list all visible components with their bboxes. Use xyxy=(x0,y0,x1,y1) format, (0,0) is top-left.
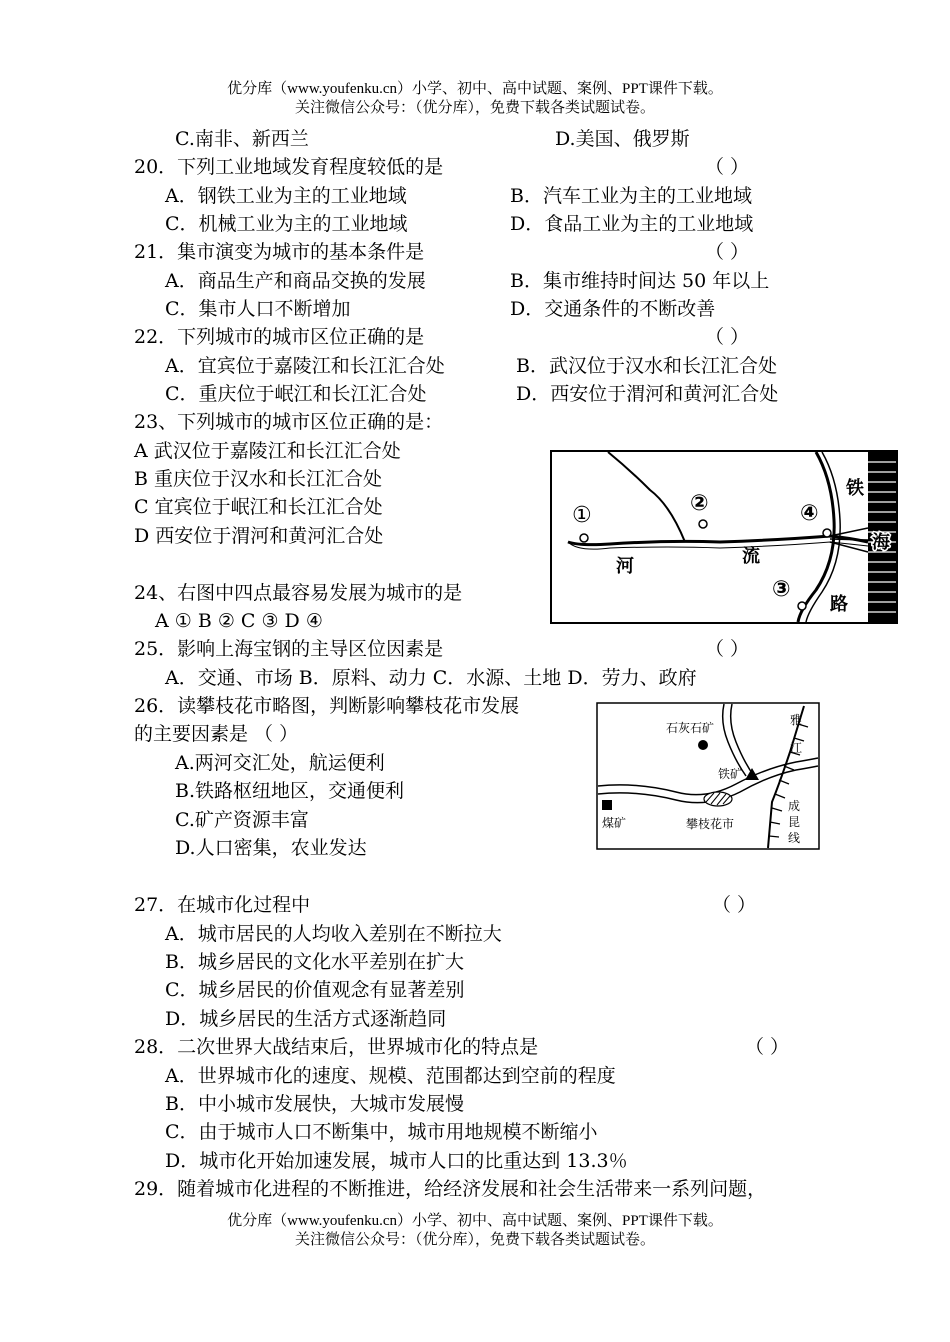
city-label: 攀枝花市 xyxy=(686,817,735,831)
q21-answer-paren: （ ） xyxy=(705,241,750,263)
panzhihua-map xyxy=(596,702,820,850)
limestone-mine-label: 石灰石矿 xyxy=(666,721,715,735)
q20-option-c: C．机械工业为主的工业地域 xyxy=(165,213,408,235)
q24-stem: 24、右图中四点最容易发展为城市的是 xyxy=(134,582,463,604)
q27-option-b: B．城乡居民的文化水平差别在扩大 xyxy=(165,951,464,973)
q22-answer-paren: （ ） xyxy=(705,326,750,348)
point-2-marker xyxy=(699,520,707,528)
q19-option-d: D.美国、俄罗斯 xyxy=(555,128,690,150)
q20-option-a: A．钢铁工业为主的工业地域 xyxy=(165,185,407,207)
point-3-marker xyxy=(798,602,806,610)
railway-label-kun: 昆 xyxy=(788,815,801,829)
q23-option-a: A 武汉位于嘉陵江和长江汇合处 xyxy=(134,440,401,462)
q23-option-d: D 西安位于渭河和黄河汇合处 xyxy=(134,525,384,547)
footer-line-2: 关注微信公众号：（优分库），免费下载各类试题试卷。 xyxy=(294,1232,655,1248)
q25-stem: 25．影响上海宝钢的主导区位因素是 xyxy=(134,638,444,660)
q19-option-c: C.南非、新西兰 xyxy=(175,128,309,150)
q27-option-d: D．城乡居民的生活方式逐渐趋同 xyxy=(165,1008,447,1030)
q20-option-d: D．食品工业为主的工业地域 xyxy=(510,213,754,235)
q29-stem: 29．随着城市化进程的不断推进，给经济发展和社会生活带来一系列问题， xyxy=(134,1178,767,1200)
coal-mine-marker xyxy=(602,800,612,810)
q20-stem: 20．下列工业地域发育程度较低的是 xyxy=(134,156,444,178)
q27-option-a: A．城市居民的人均收入差别在不断拉大 xyxy=(165,923,502,945)
point-1-label: ① xyxy=(572,503,592,528)
q22-option-c: C．重庆位于岷江和长江汇合处 xyxy=(165,383,427,405)
iron-mine-label: 铁矿 xyxy=(718,767,743,781)
rail-label-lu: 路 xyxy=(830,594,848,615)
q20-answer-paren: （ ） xyxy=(705,156,750,178)
point-3-label: ③ xyxy=(772,577,791,602)
q28-option-a: A．世界城市化的速度、规模、范围都达到空前的程度 xyxy=(165,1065,616,1087)
q22-option-b: B．武汉位于汉水和长江汇合处 xyxy=(516,355,777,377)
river-label-he: 河 xyxy=(616,556,634,577)
q26-stem-line-2: 的主要因素是 （ ） xyxy=(134,723,299,745)
q21-option-a: A．商品生产和商品交换的发展 xyxy=(165,270,426,292)
q21-option-c: C．集市人口不断增加 xyxy=(165,298,351,320)
q23-stem: 23、下列城市的城市区位正确的是： xyxy=(134,411,444,433)
coal-mine-label: 煤矿 xyxy=(602,816,627,830)
q26-stem-line-1: 26．读攀枝花市略图，判断影响攀枝花市发展 xyxy=(134,695,520,717)
q23-option-b: B 重庆位于汉水和长江汇合处 xyxy=(134,468,383,490)
header-line-2: 关注微信公众号：（优分库），免费下载各类试题试卷。 xyxy=(294,100,655,116)
point-4-label: ④ xyxy=(800,501,819,526)
q26-option-c: C.矿产资源丰富 xyxy=(175,809,309,831)
river-label-liu: 流 xyxy=(742,546,760,567)
yalong-label-ya: 雅 xyxy=(790,713,803,727)
q24-options: A ① B ② C ③ D ④ xyxy=(155,610,323,632)
rail-label-tie: 铁 xyxy=(846,478,864,499)
q27-option-c: C．城乡居民的价值观念有显著差别 xyxy=(165,979,465,1001)
header-line-1: 优分库（www.youfenku.cn）小学、初中、高中试题、案例、PPT课件下载。 xyxy=(227,81,723,97)
q25-answer-paren: （ ） xyxy=(705,638,750,660)
q26-option-d: D.人口密集，农业发达 xyxy=(175,837,367,859)
railway-label-cheng: 成 xyxy=(788,799,801,813)
q26-option-b: B.铁路枢纽地区，交通便利 xyxy=(175,780,405,802)
point-1-marker xyxy=(580,534,588,542)
q28-option-c: C．由于城市人口不断集中，城市用地规模不断缩小 xyxy=(165,1121,598,1143)
q21-stem: 21．集市演变为城市的基本条件是 xyxy=(134,241,425,263)
q21-option-b: B．集市维持时间达 50 年以上 xyxy=(510,270,770,292)
sea-label-hai: 海 xyxy=(872,532,890,553)
railway-label-xian: 线 xyxy=(788,831,801,845)
q22-option-d: D．西安位于渭河和黄河汇合处 xyxy=(516,383,779,405)
river-city-map xyxy=(550,450,898,624)
q28-answer-paren: （ ） xyxy=(745,1036,790,1058)
yalong-label-jiang: 江 xyxy=(790,741,803,755)
limestone-mine-marker xyxy=(698,740,708,750)
point-4-marker xyxy=(823,529,831,537)
q22-option-a: A．宜宾位于嘉陵江和长江汇合处 xyxy=(165,355,445,377)
q28-option-b: B．中小城市发展快，大城市发展慢 xyxy=(165,1093,464,1115)
q28-stem: 28．二次世界大战结束后，世界城市化的特点是 xyxy=(134,1036,539,1058)
q27-answer-paren: （ ） xyxy=(712,894,757,916)
q22-stem: 22．下列城市的城市区位正确的是 xyxy=(134,326,425,348)
q21-option-d: D．交通条件的不断改善 xyxy=(510,298,716,320)
q23-option-c: C 宜宾位于岷江和长江汇合处 xyxy=(134,496,383,518)
q28-option-d: D．城市化开始加速发展，城市人口的比重达到 13.3％ xyxy=(165,1150,628,1172)
q25-options: A．交通、市场 B．原料、动力 C．水源、土地 D．劳力、政府 xyxy=(165,667,697,689)
point-2-label: ② xyxy=(690,491,709,516)
q20-option-b: B．汽车工业为主的工业地域 xyxy=(510,185,752,207)
footer-line-1: 优分库（www.youfenku.cn）小学、初中、高中试题、案例、PPT课件下载。 xyxy=(227,1213,723,1229)
q26-option-a: A.两河交汇处，航运便利 xyxy=(175,752,385,774)
q27-stem: 27．在城市化过程中 xyxy=(134,894,311,916)
